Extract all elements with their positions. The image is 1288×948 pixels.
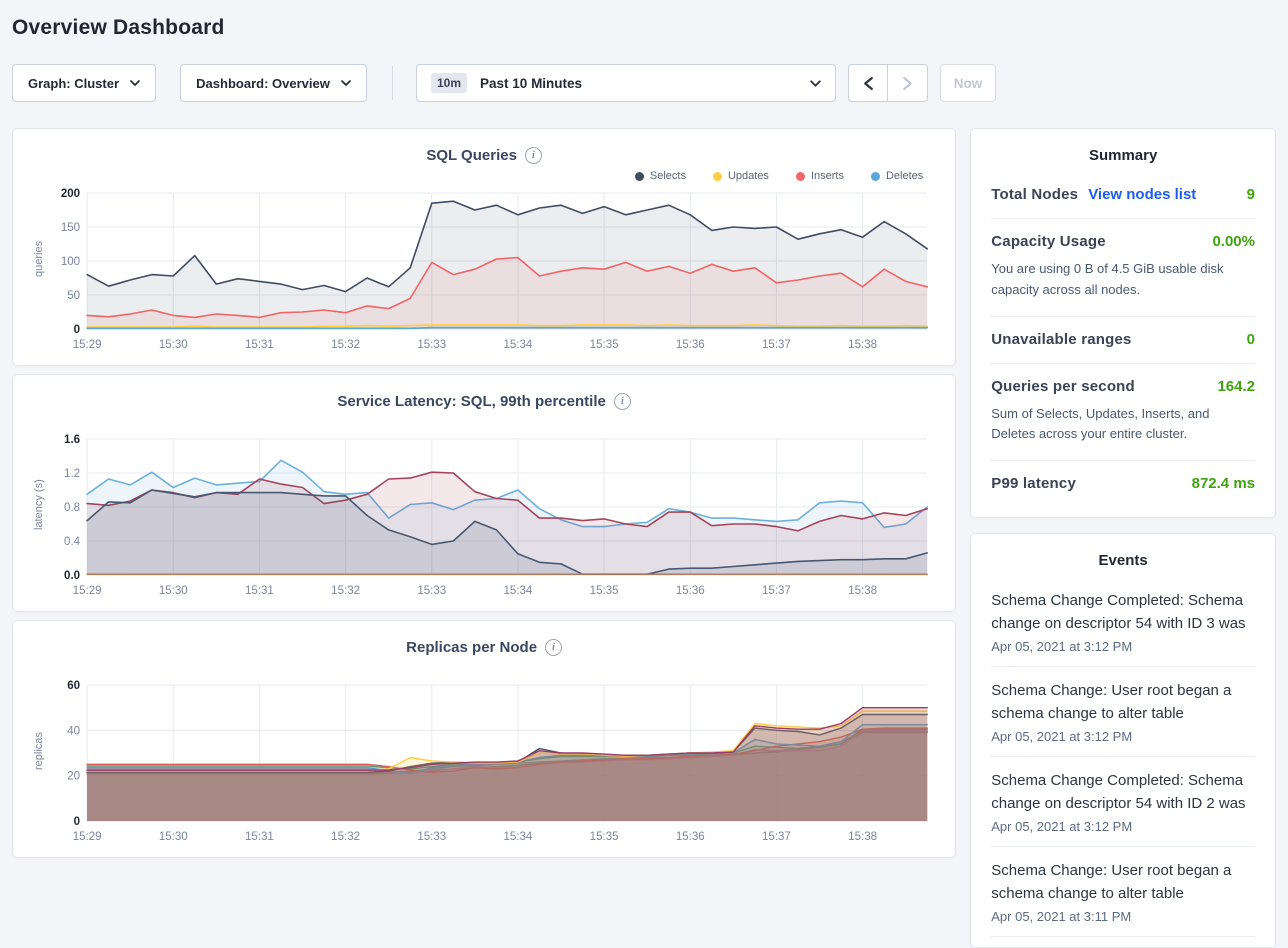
summary-row-value: 9 [1246,186,1255,203]
svg-text:15:37: 15:37 [762,585,791,597]
chart-panel-service-latency-sql-99th-percentile [12,374,956,612]
summary-rows [991,172,1255,507]
legend-dot [713,172,722,181]
event-item [991,757,1255,847]
summary-row-queries-per-second [991,364,1255,462]
legend-dot [871,172,880,181]
graph-dropdown[interactable] [12,64,156,102]
time-range-label: Past 10 Minutes [480,75,583,91]
chart-legend [31,167,937,185]
legend-dot [635,172,644,181]
sidebar [970,128,1276,948]
chart-plot [47,187,937,355]
summary-row-description: Sum of Selects, Updates, Inserts, and Deletes across your entire cluster. [991,405,1210,442]
svg-text:15:29: 15:29 [72,585,102,597]
events-list [991,577,1255,937]
legend-label: Selects [649,170,686,182]
svg-text:15:31: 15:31 [245,339,274,351]
svg-text:200: 200 [60,188,81,200]
dashboard-dropdown-label: Dashboard: Overview [196,75,330,91]
dashboard-dropdown[interactable] [180,64,367,102]
event-timestamp: Apr 05, 2021 at 3:12 PM [991,729,1133,745]
view-nodes-link[interactable]: View nodes list [1088,186,1197,203]
time-prev-button[interactable] [848,64,888,102]
svg-text:15:29: 15:29 [72,339,102,351]
svg-text:1.6: 1.6 [64,434,81,446]
svg-text:60: 60 [67,680,81,692]
chart-legend [31,659,937,677]
svg-text:15:37: 15:37 [762,339,791,351]
svg-text:15:34: 15:34 [503,831,533,843]
svg-text:0: 0 [73,816,81,828]
svg-text:0: 0 [73,324,81,336]
summary-row-description: You are using 0 B of 4.5 GiB usable disk capacity across all nodes. [991,261,1224,297]
chevron-down-icon [810,80,821,87]
time-nav-group [848,64,928,102]
summary-row-label: P99 latency [991,475,1077,493]
summary-title: Summary [1088,147,1158,164]
chart-body [31,679,937,847]
legend-label: Deletes [885,170,924,182]
event-timestamp: Apr 05, 2021 at 3:12 PM [991,819,1133,835]
svg-text:15:38: 15:38 [848,339,878,351]
summary-row-p99-latency [991,461,1255,507]
legend-label: Inserts [810,170,844,182]
time-range-badge: 10m [431,73,467,93]
svg-text:15:34: 15:34 [503,585,533,597]
summary-row-label: Total Nodes [991,186,1079,203]
time-range-picker[interactable] [416,64,836,102]
summary-row-label: Capacity Usage [991,233,1106,250]
svg-text:15:33: 15:33 [417,339,447,351]
event-timestamp: Apr 05, 2021 at 3:11 PM [991,909,1132,925]
svg-text:150: 150 [60,222,81,234]
svg-text:0.4: 0.4 [64,536,81,548]
legend-item-updates[interactable] [713,170,769,182]
svg-text:15:32: 15:32 [331,339,361,351]
svg-text:15:36: 15:36 [675,831,705,843]
svg-text:0.0: 0.0 [64,570,81,582]
event-text: Schema Change: User root began a schema change to alter table [991,682,1232,722]
legend-label: Updates [727,170,769,182]
charts-column [12,128,956,858]
svg-text:15:37: 15:37 [762,831,791,843]
info-icon[interactable] [525,147,542,164]
svg-text:15:36: 15:36 [675,339,705,351]
event-item [991,847,1255,937]
svg-text:40: 40 [67,725,81,738]
event-text: Schema Change: User root began a schema change to alter table [991,862,1232,902]
event-item [991,577,1255,667]
summary-row-value: 0 [1246,330,1255,348]
svg-text:0.8: 0.8 [64,502,81,514]
chevron-down-icon [130,80,140,86]
summary-row-value: 0.00% [1212,233,1255,250]
legend-dot [796,172,805,181]
chart-panel-replicas-per-node [12,620,956,858]
svg-text:15:35: 15:35 [589,339,619,351]
svg-text:20: 20 [67,770,81,783]
toolbar-divider [392,66,393,100]
chevron-down-icon [341,80,351,86]
page-title: Overview Dashboard [12,16,225,39]
svg-text:15:33: 15:33 [417,831,447,843]
chart-panel-sql-queries [12,128,956,366]
event-item [991,667,1255,757]
event-text: Schema Change Completed: Schema change on descriptor 54 with ID 3 was [991,592,1246,632]
graph-dropdown-label: Graph: Cluster [27,75,119,91]
chart-title-row [31,143,937,167]
summary-row-capacity-usage [991,219,1255,317]
legend-item-deletes[interactable] [871,170,923,182]
info-icon[interactable] [545,639,562,656]
legend-item-selects[interactable] [635,170,686,182]
y-axis-label: latency (s) [33,479,45,531]
svg-text:15:30: 15:30 [158,339,188,351]
svg-text:15:34: 15:34 [503,339,533,351]
chevron-right-icon [903,77,912,90]
svg-text:1.2: 1.2 [64,468,81,480]
svg-text:15:38: 15:38 [848,585,878,597]
chart-title: Service Latency: SQL, 99th percentile [337,392,606,410]
svg-text:15:36: 15:36 [675,585,705,597]
chart-plot [47,679,937,847]
now-button[interactable]: Now [940,64,996,102]
svg-text:15:31: 15:31 [245,585,274,597]
summary-row-value: 872.4 ms [1191,475,1255,493]
summary-row-label: Unavailable ranges [991,330,1132,348]
chart-body [31,187,937,355]
svg-text:15:35: 15:35 [589,585,619,597]
chart-legend [31,413,937,431]
svg-text:15:35: 15:35 [589,831,619,843]
svg-text:100: 100 [60,256,81,268]
toolbar [12,64,1276,102]
chart-title-row [31,389,937,413]
time-next-button[interactable] [888,64,928,102]
chart-title: Replicas per Node [406,638,538,656]
svg-text:15:33: 15:33 [417,585,447,597]
svg-text:15:32: 15:32 [331,585,361,597]
info-icon[interactable] [614,393,631,410]
summary-panel [970,128,1276,518]
chart-plot [47,433,937,601]
svg-text:50: 50 [67,290,81,302]
chart-title: SQL Queries [426,146,517,164]
event-text: Schema Change Completed: Schema change on descriptor 54 with ID 2 was [991,772,1246,812]
svg-text:15:31: 15:31 [245,831,274,843]
summary-row-unavailable-ranges [991,317,1255,364]
y-axis-label: queries [33,240,45,278]
chevron-left-icon [864,77,873,90]
legend-item-inserts[interactable] [796,170,844,182]
svg-text:15:38: 15:38 [848,831,878,843]
svg-text:15:32: 15:32 [331,831,361,843]
content [12,128,1276,948]
events-title: Events [1098,552,1148,570]
y-axis-label: replicas [33,732,45,770]
chart-title-row [31,635,937,659]
svg-text:15:29: 15:29 [72,831,102,843]
chart-body [31,433,937,601]
svg-text:15:30: 15:30 [158,831,188,843]
summary-row-label: Queries per second [991,377,1135,395]
events-panel [970,533,1276,948]
svg-text:15:30: 15:30 [158,585,188,597]
event-timestamp: Apr 05, 2021 at 3:12 PM [991,639,1133,655]
summary-row-value: 164.2 [1217,377,1255,395]
summary-row-total-nodes [991,172,1255,219]
